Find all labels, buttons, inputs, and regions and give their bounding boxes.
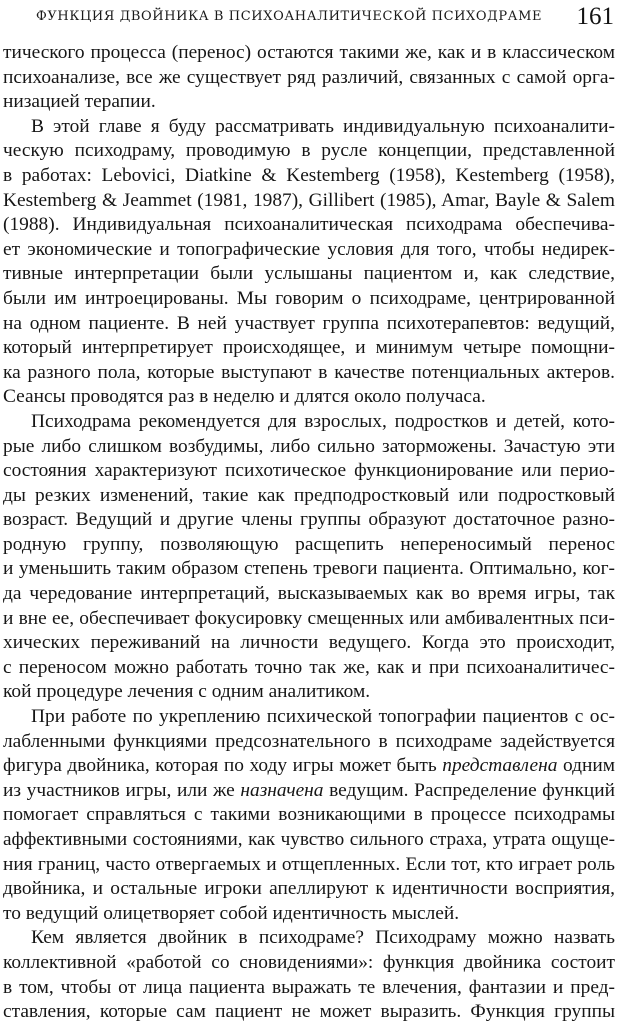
emphasized-word: представлена [442, 755, 558, 777]
text-line: ния границ, часто отвергаемых и отщепленных. Если тот, кто играет роль [3, 853, 615, 875]
text-line: В этой главе я буду рассматривать индивидуальную психоаналити- [31, 115, 615, 137]
text-line: коллективной «работой со сновидениями»: функция двойника состоит [3, 951, 615, 973]
text-line: ческую психодраму, проводимую в русле концепции, представленной [3, 140, 615, 162]
text-line: ды резких изменений, такие как предподростковый или подростковый [3, 484, 615, 506]
text-line: аффективными состояниями, как чувство сильного страха, утрата ощуще- [3, 829, 615, 850]
body-text [3, 41, 615, 1025]
text-line: то ведущий олицетворяет собой идентичность мыслей. [3, 902, 460, 924]
text-line: двойника, и остальные игроки апеллируют к идентичности восприятия, [3, 878, 615, 900]
text-line: и уменьшить таким образом степень тревоги пациента. Оптимально, ког- [3, 558, 615, 580]
text-line: на одном пациенте. В ней участвует группа психотерапевтов: ведущий, [3, 312, 615, 334]
text-line: хических переживаний на личности ведущего. Когда это происходит, [3, 632, 615, 654]
text-line: ставления, которые сам пациент не может выразить. Функция группы [3, 1001, 615, 1023]
text-line: низацией терапии. [3, 91, 156, 113]
text-line: Kestemberg & Jeammet (1981, 1987), Gillibert (1985), Amar, Bayle & Salem [3, 189, 615, 211]
text-line: возраст. Ведущий и другие члены группы образуют достаточное разно- [3, 509, 615, 531]
text-line: Сеансы проводятся раз в неделю и длятся около получаса. [3, 386, 486, 408]
text-line [3, 779, 615, 804]
text-line: родную группу, позволяющую расщепить непереносимый перенос [3, 533, 615, 555]
text-segment: ведущим. Распределение функций [323, 779, 615, 801]
text-line: были им интроецированы. Мы говорим о психодраме, центрированной [3, 287, 615, 309]
text-segment: из участников игры, или же [3, 779, 241, 801]
text-line: состояния характеризуют психотическое функционирование или перио- [3, 460, 615, 482]
text-line: в работах: Lebovici, Diatkine & Kestemberg (1958), Kestemberg (1958), [3, 164, 615, 186]
text-line: с переносом можно работать точно так же, как и при психоаналитичес- [3, 656, 615, 678]
text-line [3, 754, 615, 779]
text-line: Психодрама рекомендуется для взрослых, подростков и детей, кото- [31, 410, 615, 432]
text-line: ка разного пола, которые выступают в качестве потенциальных актеров. [3, 361, 615, 383]
text-line: лабленными функциями предсознательного в психодраме задействуется [3, 730, 615, 752]
text-line: тивные интерпретации были услышаны пациентом и, как следствие, [3, 263, 615, 285]
text-line: (1988). Индивидуальная психоаналитическая психодрама обеспечива- [3, 214, 615, 236]
page-number: 161 [576, 3, 614, 30]
text-line: помогает справляться с такими возникающими в процессе психодрамы [3, 804, 615, 826]
text-line: тического процесса (перенос) остаются такими же, как и в классическом [3, 42, 615, 63]
text-line: да чередование интерпретаций, высказываемых как во время игры, так [3, 583, 615, 605]
text-line: Кем является двойник в психодраме? Психодраму можно назвать [31, 927, 615, 949]
text-segment: одним [557, 755, 615, 777]
text-line: психоанализе, все же существует ряд различий, связанных с самой орга- [3, 66, 615, 88]
text-line: в том, чтобы от лица пациента выражать те влечения, фантазии и пред- [3, 976, 615, 998]
running-head [36, 3, 614, 33]
running-title: ФУНКЦИЯ ДВОЙНИКА В ПСИХОАНАЛИТИЧЕСКОЙ ПСИХОДРАМЕ [36, 9, 543, 24]
text-line: и вне ее, обеспечивает фокусировку смещенных или амбивалентных пси- [3, 607, 615, 629]
text-segment: фигура двойника, которая по ходу игры может быть [3, 755, 443, 777]
text-line: кой процедуре лечения с одним аналитиком. [3, 681, 371, 703]
text-line: который интерпретирует происходящее, и минимум четыре помощни- [3, 337, 615, 359]
emphasized-word: назначена [240, 779, 324, 801]
text-line: ет экономические и топографические условия для того, чтобы недирек- [3, 238, 615, 260]
text-line: При работе по укреплению психической топографии пациентов с ос- [31, 706, 615, 728]
text-line: рые либо слишком возбудимы, либо сильно заторможены. Зачастую эти [3, 435, 615, 457]
